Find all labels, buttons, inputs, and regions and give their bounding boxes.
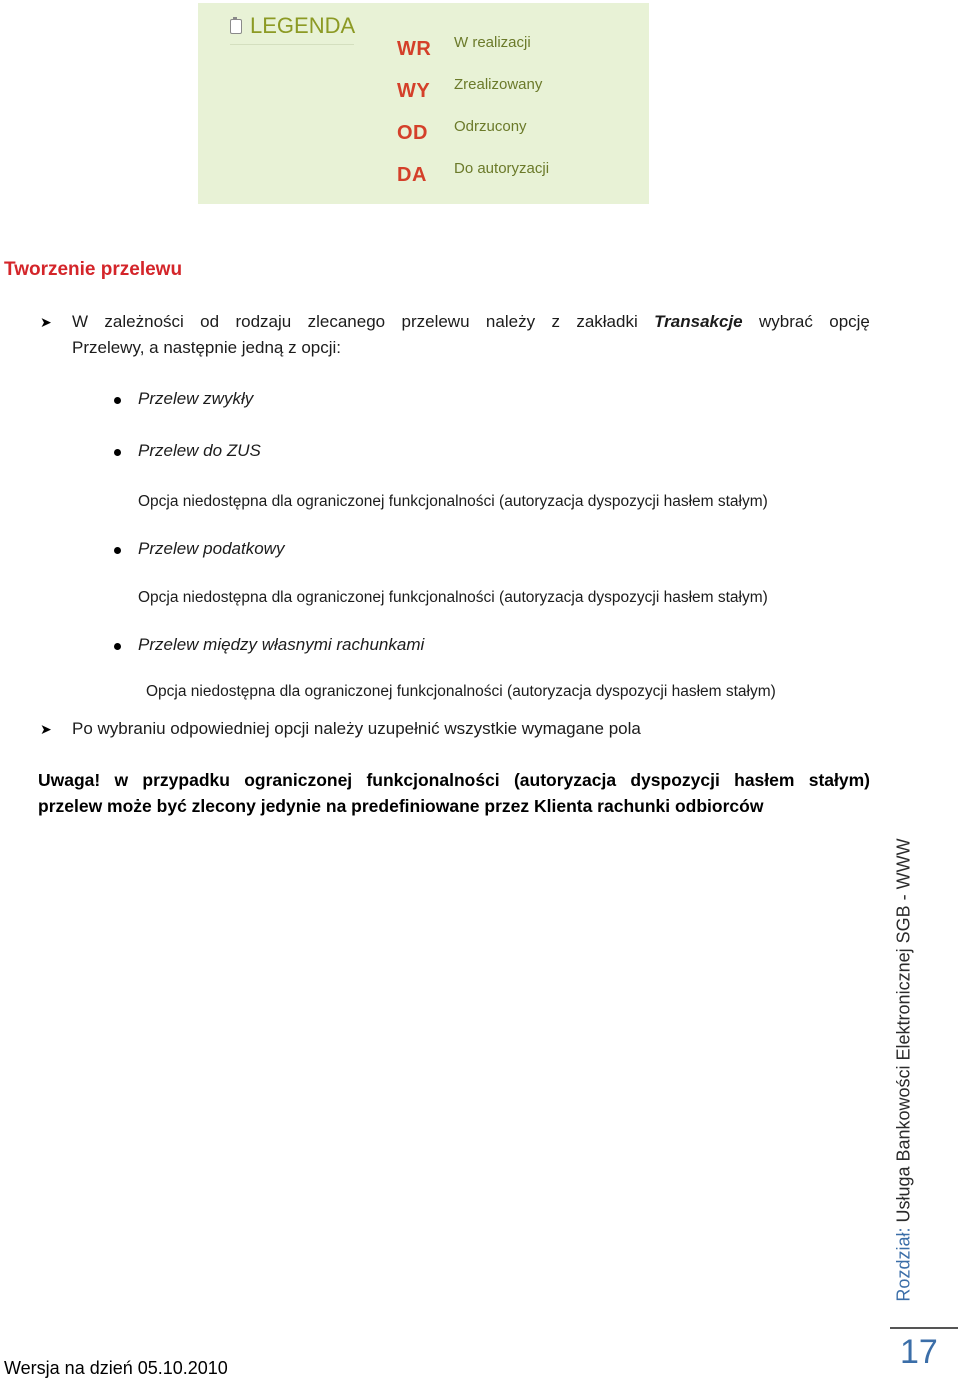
step2-text: Po wybraniu odpowiedniej opcji należy uzupełnić wszystkie wymagane pola (72, 719, 641, 738)
warning-word: funkcjonalności (366, 770, 500, 790)
intro-word: zależności (104, 312, 184, 331)
intro-word: wybrać (759, 312, 813, 331)
intro-word: zlecanego (307, 312, 386, 331)
legend-code-da: DA (397, 164, 427, 186)
option-przelew-zwykly: Przelew zwykły (138, 389, 254, 408)
intro-word: należy (485, 312, 536, 331)
legend-code-wy: WY (397, 80, 431, 102)
option-note-podatkowy: Opcja niedostępna dla ograniczonej funkcjonalności (autoryzacja dyspozycji hasłem stałym) (138, 589, 768, 606)
warning-word: dyspozycji (630, 770, 720, 790)
arrow-bullet-icon: ➤ (40, 721, 52, 737)
legend-label-wy: Zrealizowany (454, 76, 543, 93)
bullet-icon (114, 449, 121, 456)
warning-word: hasłem (734, 770, 795, 790)
intro-word: opcję (829, 312, 870, 331)
warning-line2: przelew może być zlecony jedynie na predefiniowane przez Klienta rachunki odbiorców (38, 796, 764, 816)
intro-word: rodzaju (235, 312, 292, 331)
intro-word: z (551, 312, 560, 331)
legend-code-wr: WR (397, 38, 432, 60)
bullet-icon (114, 397, 121, 404)
legend-label-wr: W realizacji (454, 34, 531, 51)
section-heading: Tworzenie przelewu (4, 259, 183, 280)
legend-code-od: OD (397, 122, 428, 144)
option-note-wlasne: Opcja niedostępna dla ograniczonej funkcjonalności (autoryzacja dyspozycji hasłem stałym) (146, 683, 776, 700)
intro-word: przelewu (401, 312, 470, 331)
intro-words (72, 312, 870, 332)
intro-line2: Przelewy, a następnie jedną z opcji: (72, 338, 342, 357)
intro-word: zakładki (576, 312, 638, 331)
option-przelew-zus: Przelew do ZUS (138, 441, 261, 460)
legend-title: LEGENDA (250, 13, 356, 38)
option-note-zus: Opcja niedostępna dla ograniczonej funkcjonalności (autoryzacja dyspozycji hasłem stałym) (138, 493, 768, 510)
warning-word: w (114, 770, 129, 790)
legend-label-od: Odrzucony (454, 118, 527, 135)
option-przelew-podatkowy: Przelew podatkowy (138, 539, 285, 558)
chapter-title: Usługa Bankowości Elektronicznej SGB - WWW (893, 838, 914, 1228)
chapter-label (894, 838, 915, 1301)
warning-word: przypadku (142, 770, 230, 790)
legend-label-da: Do autoryzacji (454, 160, 550, 177)
arrow-bullet-icon: ➤ (40, 314, 52, 330)
warning-word: Uwaga! (38, 770, 101, 790)
intro-line1 (72, 312, 870, 332)
intro-word: od (200, 312, 220, 331)
page-number: 17 (900, 1333, 938, 1371)
legend-header (230, 13, 355, 39)
page-number-divider (890, 1327, 958, 1329)
warning-line1 (38, 770, 870, 791)
chapter-sidebar (874, 820, 934, 1320)
version-footer: Wersja na dzień 05.10.2010 (4, 1358, 228, 1378)
bullet-icon (114, 643, 121, 650)
option-przelew-wlasne: Przelew między własnymi rachunkami (138, 635, 425, 654)
legend-divider (230, 44, 354, 45)
intro-emphasis-transakcje: Transakcje (654, 312, 743, 331)
clipboard-icon (230, 19, 242, 34)
warning-word: ograniczonej (244, 770, 353, 790)
warning-word: (autoryzacja (513, 770, 617, 790)
warning-word: stałym) (808, 770, 870, 790)
intro-word: W (72, 312, 89, 331)
bullet-icon (114, 547, 121, 554)
warning-words (38, 770, 870, 791)
chapter-prefix: Rozdział: (893, 1227, 914, 1302)
